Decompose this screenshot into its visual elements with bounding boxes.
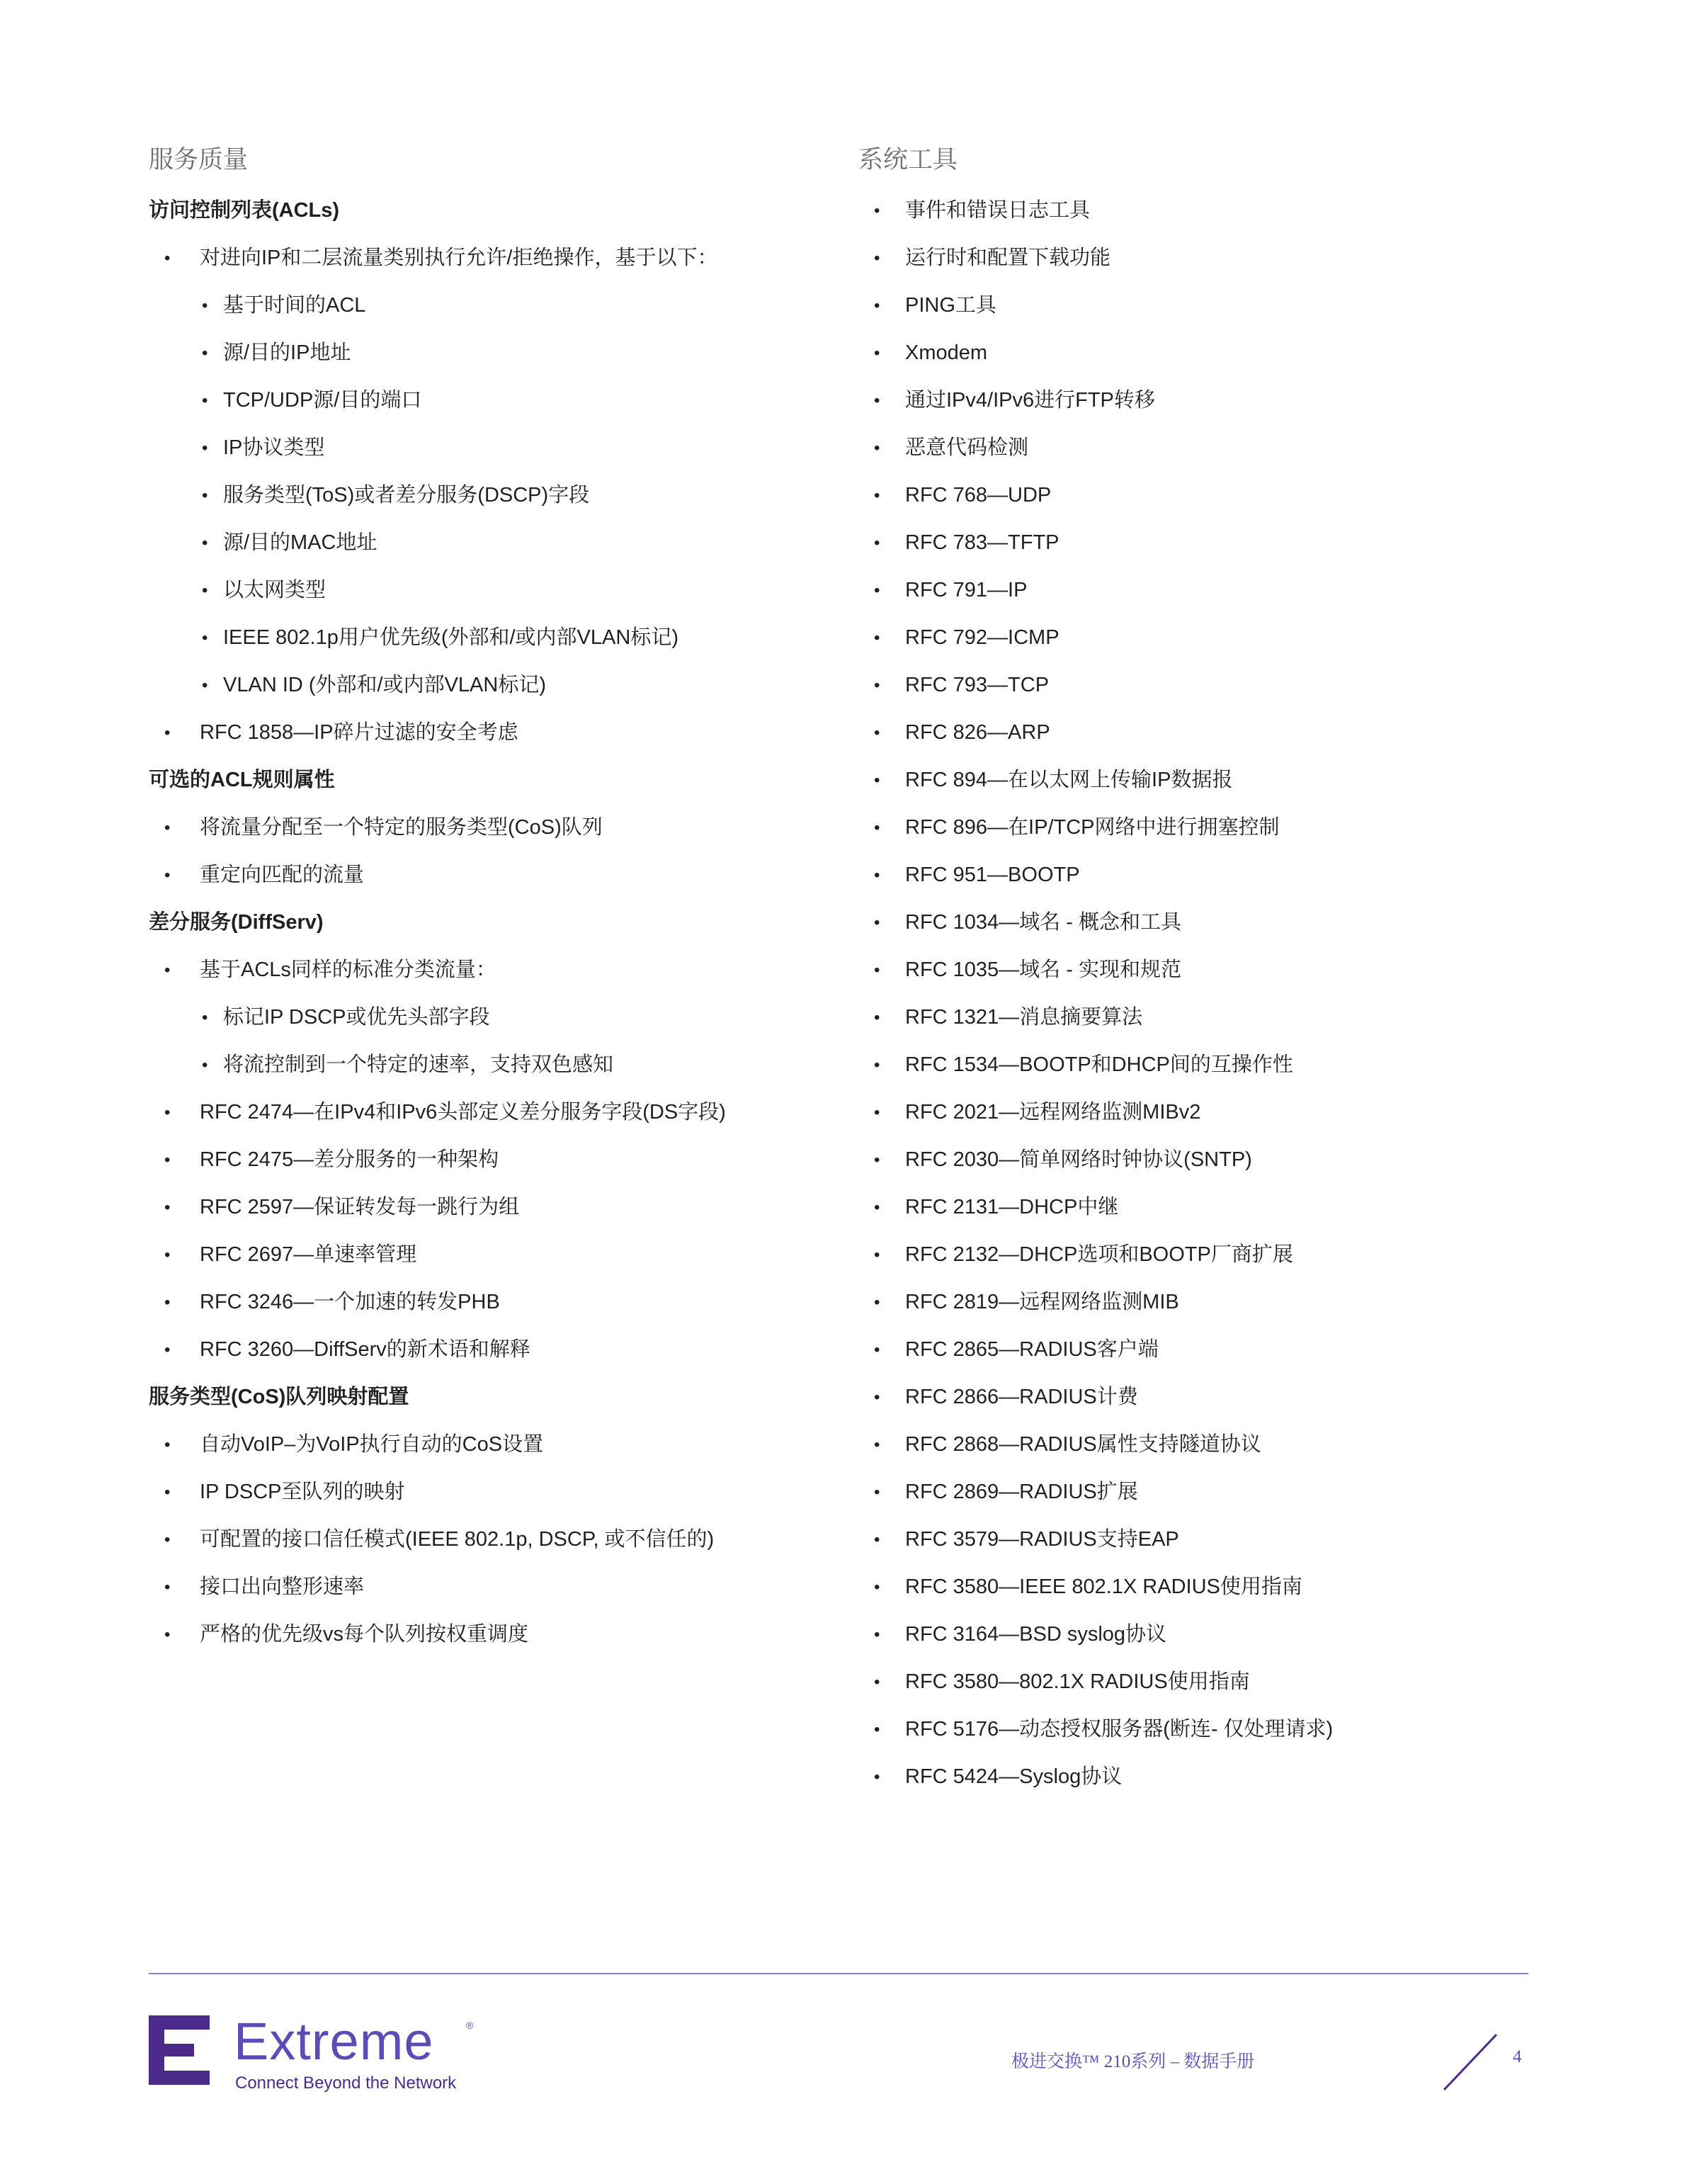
- bullet-icon: •: [164, 1293, 171, 1312]
- bullet-icon: •: [164, 1340, 171, 1359]
- list-item: • RFC 793—TCP: [858, 662, 1538, 709]
- list-item: • 严格的优先级vs每个队列按权重调度: [149, 1611, 857, 1658]
- bullet-icon: •: [202, 1056, 208, 1075]
- bullet-icon: •: [874, 581, 880, 600]
- bullet-icon: •: [164, 1578, 171, 1597]
- list-item: • RFC 791—IP: [858, 567, 1538, 614]
- bullet-icon: •: [874, 1767, 880, 1787]
- list-item: • RFC 2030—简单网络时钟协议(SNTP): [858, 1136, 1538, 1184]
- list-item: • RFC 2868—RADIUS属性支持隧道协议: [858, 1421, 1538, 1469]
- list-item: • 基于时间的ACL: [149, 282, 857, 329]
- list-item: • RFC 2819—远程网络监测MIB: [858, 1279, 1538, 1326]
- bullet-icon: •: [874, 1720, 880, 1739]
- bullet-icon: •: [874, 961, 880, 980]
- list-item: • 对进向IP和二层流量类别执行允许/拒绝操作，基于以下：: [149, 234, 857, 282]
- list-item: • 基于ACLs同样的标准分类流量：: [149, 946, 857, 994]
- footer-divider: [149, 1973, 1528, 1974]
- document-title: 极进交换™ 210系列 – 数据手册: [1011, 2052, 1255, 2071]
- list-item: • 将流控制到一个特定的速率，支持双色感知: [149, 1041, 857, 1089]
- acl-list: [149, 234, 857, 757]
- list-item: • 通过IPv4/IPv6进行FTP转移: [858, 377, 1538, 424]
- bullet-icon: •: [874, 1673, 880, 1692]
- list-item: • 事件和错误日志工具: [858, 187, 1538, 234]
- list-item: • 可配置的接口信任模式(IEEE 802.1p, DSCP, 或不信任的): [149, 1516, 857, 1563]
- bullet-icon: •: [874, 1483, 880, 1502]
- list-item: • RFC 2869—RADIUS扩展: [858, 1469, 1538, 1516]
- list-item: • IP DSCP至队列的映射: [149, 1469, 857, 1516]
- bullet-icon: •: [874, 1388, 880, 1407]
- left-column: [149, 139, 857, 1658]
- list-item: • 运行时和配置下载功能: [858, 234, 1538, 282]
- bullet-icon: •: [202, 628, 208, 647]
- cos-heading: 服务类型(CoS)队列映射配置: [149, 1386, 409, 1408]
- list-item: • RFC 2021—远程网络监测MIBv2: [858, 1089, 1538, 1136]
- bullet-icon: •: [874, 771, 880, 790]
- bullet-icon: •: [874, 296, 880, 315]
- list-item: • RFC 2697—单速率管理: [149, 1231, 857, 1279]
- list-item: • IP协议类型: [149, 424, 857, 472]
- list-item: • 服务类型(ToS)或者差分服务(DSCP)字段: [149, 472, 857, 519]
- list-item: • RFC 1858—IP碎片过滤的安全考虑: [149, 709, 857, 757]
- bullet-icon: •: [202, 439, 208, 458]
- bullet-icon: •: [874, 1245, 880, 1264]
- list-item: • RFC 2597—保证转发每一跳行为组: [149, 1184, 857, 1231]
- list-item: • RFC 2475—差分服务的一种架构: [149, 1136, 857, 1184]
- list-item: • RFC 1321—消息摘要算法: [858, 994, 1538, 1041]
- bullet-icon: •: [164, 1103, 171, 1122]
- list-item: • RFC 792—ICMP: [858, 614, 1538, 662]
- bullet-icon: •: [874, 249, 880, 268]
- bullet-icon: •: [202, 676, 208, 695]
- bullet-icon: •: [164, 1198, 171, 1217]
- list-item: • 重定向匹配的流量: [149, 851, 857, 899]
- bullet-icon: •: [164, 1625, 171, 1644]
- bullet-icon: •: [874, 1103, 880, 1122]
- section-title-qos: 服务质量: [149, 146, 249, 174]
- extreme-logo: [149, 2012, 489, 2100]
- bullet-icon: •: [874, 1056, 880, 1075]
- bullet-icon: •: [202, 1008, 208, 1027]
- optional-acl-list: [149, 804, 857, 899]
- bullet-icon: •: [874, 533, 880, 553]
- list-item: • RFC 783—TFTP: [858, 519, 1538, 567]
- list-item: • RFC 3580—802.1X RADIUS使用指南: [858, 1658, 1538, 1706]
- bullet-icon: •: [874, 391, 880, 410]
- list-item: • 自动VoIP–为VoIP执行自动的CoS设置: [149, 1421, 857, 1469]
- bullet-icon: •: [164, 1530, 171, 1549]
- list-item: • 源/目的MAC地址: [149, 519, 857, 567]
- bullet-icon: •: [874, 913, 880, 932]
- bullet-icon: •: [874, 866, 880, 885]
- list-item: • RFC 1035—域名 - 实现和规范: [858, 946, 1538, 994]
- bullet-icon: •: [164, 1245, 171, 1264]
- divider-slash-icon: [1441, 2033, 1498, 2091]
- bullet-icon: •: [874, 344, 880, 363]
- cos-list: [149, 1421, 857, 1658]
- list-item: • RFC 826—ARP: [858, 709, 1538, 757]
- list-item: • RFC 3580—IEEE 802.1X RADIUS使用指南: [858, 1563, 1538, 1611]
- list-item: • RFC 768—UDP: [858, 472, 1538, 519]
- bullet-icon: •: [202, 533, 208, 553]
- list-item: • PING工具: [858, 282, 1538, 329]
- list-item: • RFC 896—在IP/TCP网络中进行拥塞控制: [858, 804, 1538, 851]
- bullet-icon: •: [874, 1340, 880, 1359]
- list-item: • 接口出向整形速率: [149, 1563, 857, 1611]
- list-item: • 源/目的IP地址: [149, 329, 857, 377]
- diffserv-heading: 差分服务(DiffServ): [149, 911, 324, 934]
- bullet-icon: •: [164, 1150, 171, 1170]
- bullet-icon: •: [202, 581, 208, 600]
- logo-tagline: Connect Beyond the Network: [235, 2073, 457, 2093]
- bullet-icon: •: [164, 818, 171, 837]
- list-item: • IEEE 802.1p用户优先级(外部和/或内部VLAN标记): [149, 614, 857, 662]
- diffserv-list: [149, 946, 857, 1374]
- bullet-icon: •: [874, 628, 880, 647]
- bullet-icon: •: [874, 1578, 880, 1597]
- list-item: • RFC 3579—RADIUS支持EAP: [858, 1516, 1538, 1563]
- bullet-icon: •: [202, 391, 208, 410]
- tools-list: [858, 187, 1538, 1801]
- bullet-icon: •: [164, 249, 171, 268]
- list-item: • Xmodem: [858, 329, 1538, 377]
- bullet-icon: •: [164, 1483, 171, 1502]
- bullet-icon: •: [874, 1293, 880, 1312]
- right-column: [858, 139, 1538, 1801]
- bullet-icon: •: [202, 344, 208, 363]
- bullet-icon: •: [164, 1435, 171, 1454]
- list-item: • RFC 2865—RADIUS客户端: [858, 1326, 1538, 1374]
- list-item: • RFC 5176—动态授权服务器(断连- 仅处理请求): [858, 1706, 1538, 1753]
- bullet-icon: •: [874, 486, 880, 505]
- list-item: • RFC 3164—BSD syslog协议: [858, 1611, 1538, 1658]
- bullet-icon: •: [874, 1008, 880, 1027]
- bullet-icon: •: [202, 296, 208, 315]
- bullet-icon: •: [874, 723, 880, 742]
- acl-heading: 访问控制列表(ACLs): [149, 199, 340, 222]
- list-item: • RFC 5424—Syslog协议: [858, 1753, 1538, 1801]
- list-item: • RFC 1534—BOOTP和DHCP间的互操作性: [858, 1041, 1538, 1089]
- bullet-icon: •: [874, 1150, 880, 1170]
- list-item: • RFC 2866—RADIUS计费: [858, 1374, 1538, 1421]
- list-item: • RFC 3260—DiffServ的新术语和解释: [149, 1326, 857, 1374]
- bullet-icon: •: [874, 1198, 880, 1217]
- list-item: • RFC 951—BOOTP: [858, 851, 1538, 899]
- list-item: • 恶意代码检测: [858, 424, 1538, 472]
- list-item: • RFC 2474—在IPv4和IPv6头部定义差分服务字段(DS字段): [149, 1089, 857, 1136]
- list-item: • TCP/UDP源/目的端口: [149, 377, 857, 424]
- logo-wordmark: Extreme: [234, 2012, 434, 2071]
- bullet-icon: •: [874, 201, 880, 220]
- list-item: • 以太网类型: [149, 567, 857, 614]
- list-item: • 标记IP DSCP或优先头部字段: [149, 994, 857, 1041]
- bullet-icon: •: [874, 676, 880, 695]
- page-number: 4: [1513, 2047, 1522, 2066]
- list-item: • RFC 2131—DHCP中继: [858, 1184, 1538, 1231]
- bullet-icon: •: [164, 723, 171, 742]
- bullet-icon: •: [164, 866, 171, 885]
- bullet-icon: •: [164, 961, 171, 980]
- list-item: • RFC 3246—一个加速的转发PHB: [149, 1279, 857, 1326]
- bullet-icon: •: [874, 818, 880, 837]
- bullet-icon: •: [874, 439, 880, 458]
- list-item: • 将流量分配至一个特定的服务类型(CoS)队列: [149, 804, 857, 851]
- section-title-tools: 系统工具: [858, 146, 958, 174]
- bullet-icon: •: [874, 1435, 880, 1454]
- bullet-icon: •: [202, 486, 208, 505]
- list-item: • RFC 2132—DHCP选项和BOOTP厂商扩展: [858, 1231, 1538, 1279]
- list-item: • RFC 1034—域名 - 概念和工具: [858, 899, 1538, 946]
- list-item: • VLAN ID (外部和/或内部VLAN标记): [149, 662, 857, 709]
- bullet-icon: •: [874, 1625, 880, 1644]
- bullet-icon: •: [874, 1530, 880, 1549]
- logo-trademark: ®: [466, 2020, 474, 2031]
- optional-acl-heading: 可选的ACL规则属性: [149, 769, 335, 791]
- list-item: • RFC 894—在以太网上传输IP数据报: [858, 757, 1538, 804]
